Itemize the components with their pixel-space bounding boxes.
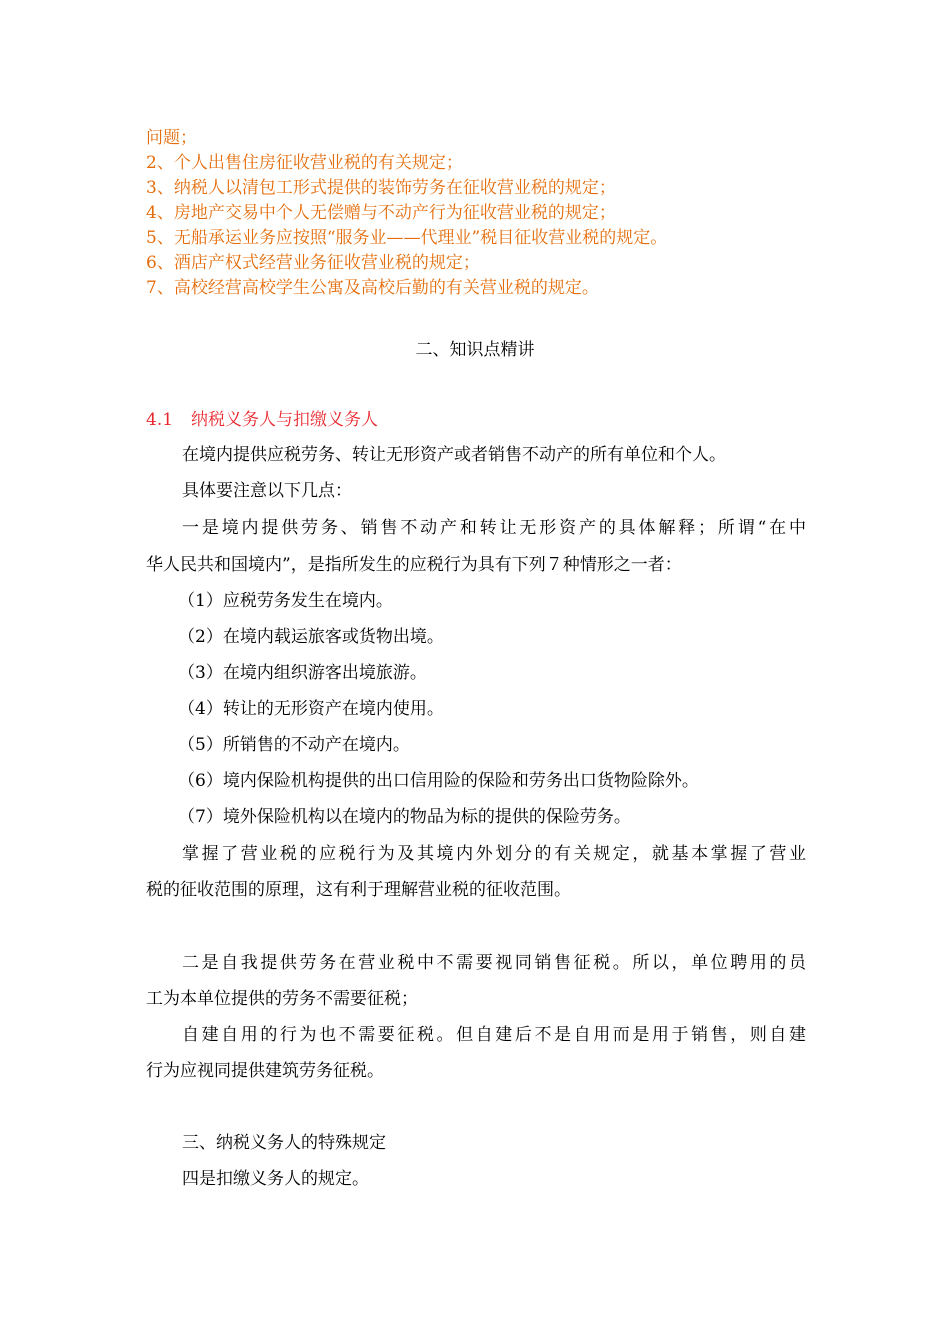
paragraph-6-line-1: 自建自用的行为也不需要征税。但自建后不是自用而是用于销售，则自建 (182, 1025, 806, 1045)
paragraph-5-line-2: 工为本单位提供的劳务不需要征税； (146, 989, 418, 1009)
intro-list-item: 3、纳税人以清包工形式提供的装饰劳务在征收营业税的规定； (146, 178, 616, 198)
paragraph-6-line-2: 行为应视同提供建筑劳务征税。 (146, 1061, 384, 1081)
section-title: 二、知识点精讲 (415, 340, 535, 360)
intro-list-item: 5、无船承运业务应按照“服务业——代理业”税目征收营业税的规定。 (146, 228, 668, 248)
paragraph-7: 三、纳税义务人的特殊规定 (182, 1133, 386, 1153)
subsection-number: 4.1 (146, 410, 174, 430)
list-item: （5）所销售的不动产在境内。 (178, 735, 410, 755)
intro-list-item: 问题； (146, 128, 197, 148)
subsection-heading (146, 409, 378, 431)
subsection-title: 纳税义务人与扣缴义务人 (191, 410, 379, 430)
paragraph-8: 四是扣缴义务人的规定。 (182, 1169, 369, 1189)
list-item: （3）在境内组织游客出境旅游。 (178, 663, 427, 683)
intro-list-item: 4、房地产交易中个人无偿赠与不动产行为征收营业税的规定； (146, 203, 616, 223)
paragraph-3-line-1: 一是境内提供劳务、销售不动产和转让无形资产的具体解释；所谓“在中 (182, 518, 806, 538)
list-item: （1）应税劳务发生在境内。 (178, 591, 393, 611)
list-item: （2）在境内载运旅客或货物出境。 (178, 627, 444, 647)
list-item: （6）境内保险机构提供的出口信用险的保险和劳务出口货物险除外。 (178, 771, 699, 791)
list-item: （4）转让的无形资产在境内使用。 (178, 699, 444, 719)
paragraph-5-line-1: 二是自我提供劳务在营业税中不需要视同销售征税。所以，单位聘用的员 (182, 953, 806, 973)
intro-list-item: 6、酒店产权式经营业务征收营业税的规定； (146, 253, 480, 273)
paragraph-2: 具体要注意以下几点： (182, 481, 352, 501)
list-item: （7）境外保险机构以在境内的物品为标的提供的保险劳务。 (178, 807, 631, 827)
paragraph-1: 在境内提供应税劳务、转让无形资产或者销售不动产的所有单位和个人。 (182, 445, 726, 465)
intro-list-item: 2、个人出售住房征收营业税的有关规定； (146, 153, 463, 173)
intro-list-item: 7、高校经营高校学生公寓及高校后勤的有关营业税的规定。 (146, 278, 599, 298)
paragraph-3-line-2: 华人民共和国境内”，是指所发生的应税行为具有下列７种情形之一者： (146, 555, 682, 575)
paragraph-4-line-2: 税的征收范围的原理，这有利于理解营业税的征收范围。 (146, 880, 571, 900)
paragraph-4-line-1: 掌握了营业税的应税行为及其境内外划分的有关规定，就基本掌握了营业 (182, 844, 806, 864)
